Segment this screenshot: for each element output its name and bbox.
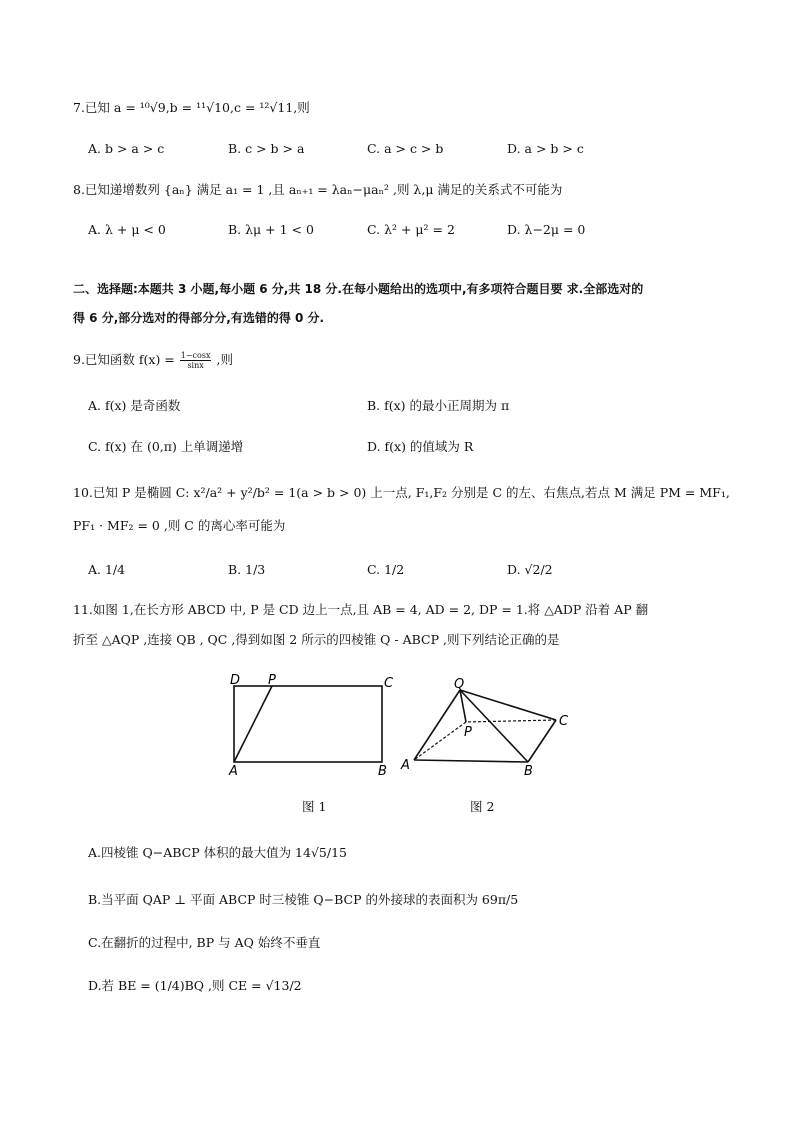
q9-option-c: C. f(x) 在 (0,π) 上单调递增 [88,439,244,454]
q9-stem-prefix: 9.已知函数 f(x) = [73,352,175,367]
q10-option-d: D. √2/2 [507,562,553,577]
figure-1-rectangle [220,668,410,780]
fig2-label-b: B [524,764,533,779]
fig2-edge-bc [528,720,556,762]
fig2-label-a: A [401,758,410,773]
q7-option-a: A. b > a > c [88,141,165,156]
q8-option-c: C. λ² + μ² = 2 [367,222,455,237]
figure-1-caption: 图 1 [302,799,327,814]
q11-option-d: D.若 BE = (1/4)BQ ,则 CE = √13/2 [88,978,302,993]
q9-option-b: B. f(x) 的最小正周期为 π [367,398,510,413]
q9-fraction [180,351,212,370]
fig2-label-p: P [464,725,472,740]
figure-2-pyramid [398,672,578,782]
fig2-label-q: Q [454,677,465,692]
fig1-rectangle-abcd [234,686,382,762]
fig2-edge-pa [414,722,466,760]
q8-option-b: B. λμ + 1 < 0 [228,222,314,237]
fig2-edge-qa [414,690,460,760]
q10-option-b: B. 1/3 [228,562,266,577]
q11-stem-line1: 11.如图 1,在长方形 ABCD 中, P 是 CD 边上一点,且 AB = 4, AD = 2, DP = 1.将 △ADP 沿着 AP 翻 [73,602,649,617]
q7-stem: 7.已知 a = ¹⁰√9,b = ¹¹√10,c = ¹²√11,则 [73,100,310,115]
q11-stem-line2: 折至 △AQP ,连接 QB , QC ,得到如图 2 所示的四棱锥 Q - ABCP ,则下列结论正确的是 [73,632,560,647]
fig2-edge-ab [414,760,528,762]
q9-option-a: A. f(x) 是奇函数 [88,398,181,413]
fig1-segment-ap [234,686,272,762]
q11-option-b: B.当平面 QAP ⊥ 平面 ABCP 时三棱锥 Q−BCP 的外接球的表面积为 69π/5 [88,892,519,907]
q10-stem-line2: PF₁ · MF₂ = 0 ,则 C 的离心率可能为 [73,518,286,533]
q11-option-c: C.在翻折的过程中, BP 与 AQ 始终不垂直 [88,935,321,950]
fig2-label-c: C [559,714,569,729]
q7-option-d: D. a > b > c [507,141,584,156]
q9-fraction-denominator: sinx [187,361,204,370]
figure-2-caption: 图 2 [470,799,495,814]
fig1-label-p: P [268,673,276,688]
section2-heading-line2: 得 6 分,部分选对的得部分分,有选错的得 0 分. [73,311,325,325]
q8-stem: 8.已知递增数列 {aₙ} 满足 a₁ = 1 ,且 aₙ₊₁ = λaₙ−μaₙ² ,则 λ,μ 满足的关系式不可能为 [73,182,563,197]
q9-option-d: D. f(x) 的值域为 R [367,439,474,454]
q8-option-a: A. λ + μ < 0 [88,222,166,237]
section2-heading-line1: 二、选择题:本题共 3 小题,每小题 6 分,共 18 分.在每小题给出的选项中,有多项符合题目要 求.全部选对的 [73,282,644,296]
fig1-label-c: C [384,676,394,691]
q8-option-d: D. λ−2μ = 0 [507,222,586,237]
q9-stem-suffix: ,则 [216,352,233,367]
q7-option-c: C. a > c > b [367,141,444,156]
q7-option-b: B. c > b > a [228,141,305,156]
q10-option-a: A. 1/4 [88,562,126,577]
fig1-label-b: B [378,764,387,779]
q9-fraction-numerator: 1−cosx [180,351,211,360]
fig1-label-d: D [230,673,241,688]
fig2-edge-cp [466,720,556,722]
q11-option-a: A.四棱锥 Q−ABCP 体积的最大值为 14√5/15 [88,845,348,860]
q10-option-c: C. 1/2 [367,562,405,577]
fig1-label-a: A [229,764,238,779]
q9-stem [73,350,233,370]
q10-stem-line1: 10.已知 P 是椭圆 C: x²/a² + y²/b² = 1(a > b > 0) 上一点, F₁,F₂ 分别是 C 的左、右焦点,若点 M 满足 PM = MF₁, [73,485,730,500]
